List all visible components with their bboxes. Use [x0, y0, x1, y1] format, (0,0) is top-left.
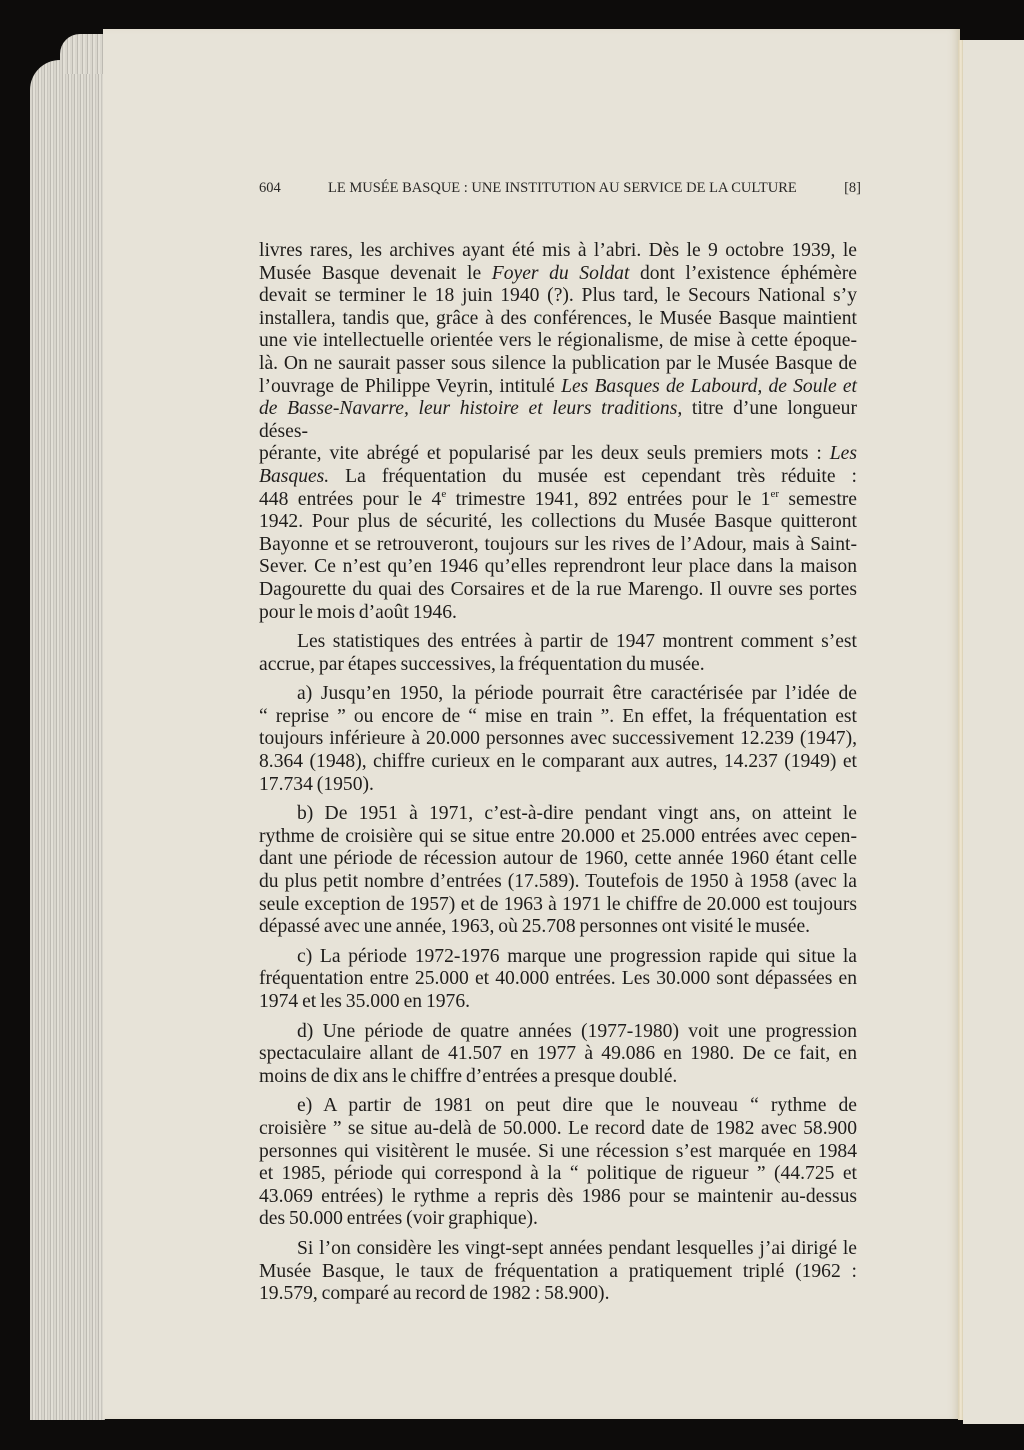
text-segment: 17.734 (1950). — [259, 773, 374, 795]
text-segment: Sever. Ce n’est qu’en 1946 qu’elles reprendront leur place dans la maison — [259, 556, 857, 578]
text-segment: Si l’on considère les vingt-sept années pendant lesquelles j’ai dirigé le — [297, 1237, 857, 1259]
text-line — [259, 398, 857, 443]
text-segment: d) Une période de quatre années (1977-1980) voit une progression — [297, 1020, 857, 1042]
text-line — [259, 308, 857, 331]
text-line — [259, 556, 857, 579]
text-line — [259, 443, 857, 466]
paragraph — [259, 946, 857, 1014]
text-segment: semestre — [779, 488, 857, 510]
text-segment: a) Jusqu’en 1950, la période pourrait être caractérisée par l’idée de — [297, 683, 857, 705]
text-segment: 43.069 entrées) le rythme a repris dès 1986 pour se maintenir au-dessus — [259, 1185, 857, 1207]
text-segment: dant une période de récession autour de 1960, cette année 1960 étant celle — [259, 848, 857, 870]
text-segment: La fréquentation du musée est cependant très réduite : — [329, 465, 857, 487]
text-line — [259, 1283, 857, 1306]
text-line — [259, 1021, 857, 1044]
text-line — [259, 263, 857, 286]
text-line — [259, 1095, 857, 1118]
page-edges-stack — [30, 60, 105, 1420]
text-segment: accrue, par étapes successives, la fréquentation du musée. — [259, 653, 705, 675]
text-line — [259, 1238, 857, 1261]
text-segment: une vie intellectuelle orientée vers le régionalisme, de mise à cette époque- — [259, 330, 857, 352]
text-line — [259, 489, 857, 512]
text-segment: pérante, vite abrégé et popularisé par les deux seuls premiers mots : — [259, 443, 830, 465]
paragraph — [259, 683, 857, 796]
text-line — [259, 1163, 857, 1186]
text-line — [259, 968, 857, 991]
text-segment: c) La période 1972-1976 marque une progression rapide qui situe la — [297, 945, 857, 967]
text-line — [259, 894, 857, 917]
text-segment: Les statistiques des entrées à partir de 1947 montrent comment s’est — [297, 631, 857, 653]
text-segment: seule exception de 1957) et de 1963 à 1971 le chiffre de 20.000 est toujours — [259, 893, 857, 915]
text-segment: croisière ” se situe au-delà de 50.000. Le record date de 1982 avec 58.900 — [259, 1117, 857, 1139]
text-segment: dont l’existence éphémère — [629, 262, 857, 284]
text-segment: installera, tandis que, grâce à des conférences, le Musée Basque maintient — [259, 307, 857, 329]
text-segment: 1974 et les 35.000 en 1976. — [259, 991, 471, 1012]
paragraph — [259, 1021, 857, 1089]
text-line — [259, 728, 857, 751]
text-line — [259, 330, 857, 353]
text-segment: Musée Basque devenait le — [259, 262, 492, 284]
text-line — [259, 1118, 857, 1141]
text-segment: du plus petit nombre d’entrées (17.589). Toutefois de 1950 à 1958 (avec la — [259, 871, 857, 893]
text-line — [259, 946, 857, 969]
superscript: e — [441, 487, 447, 500]
italic-text: Foyer du Soldat — [491, 262, 630, 284]
text-segment: spectaculaire allant de 41.507 en 1977 à 49.086 en 1980. De ce fait, en — [259, 1043, 857, 1065]
text-line — [259, 916, 857, 939]
superscript: er — [770, 487, 780, 500]
text-line — [259, 1186, 857, 1209]
italic-text: Les Basques de Labourd, de Soule et — [561, 375, 857, 397]
text-segment: Dagourette du quai des Corsaires et de la rue Marengo. Il ouvre ses portes — [259, 578, 857, 600]
text-segment: et 1985, période qui correspond à la “ politique de rigueur ” (44.725 et — [259, 1163, 857, 1185]
text-line — [259, 774, 857, 797]
text-line — [259, 1261, 857, 1284]
text-segment: l’ouvrage de Philippe Veyrin, intitulé — [259, 375, 562, 397]
text-line — [259, 871, 857, 894]
text-line — [259, 1043, 857, 1066]
text-line — [259, 376, 857, 399]
text-line — [259, 1208, 857, 1231]
page-edges-top — [60, 34, 105, 74]
italic-text: Basques. — [259, 465, 330, 487]
text-segment: b) De 1951 à 1971, c’est-à-dire pendant vingt ans, on atteint le — [297, 803, 857, 825]
paragraph — [259, 631, 857, 676]
text-line — [259, 511, 857, 534]
text-segment: livres rares, les archives ayant été mis à l’abri. Dès le 9 octobre 1939, le — [259, 240, 857, 261]
facing-page-edge — [963, 40, 1024, 1424]
section-number: [8] — [844, 180, 861, 196]
running-title: LE MUSÉE BASQUE : UNE INSTITUTION AU SERVICE DE LA CULTURE — [328, 180, 797, 196]
text-segment: rythme de croisière qui se situe entre 20.000 et 25.000 entrées avec cepen- — [259, 825, 857, 847]
text-segment: 8.364 (1948), chiffre curieux en le comparant aux autres, 14.237 (1949) et — [259, 751, 857, 773]
text-line — [259, 353, 857, 376]
text-segment: là. On ne saurait passer sous silence la publication par le Musée Basque de — [259, 352, 857, 374]
text-line — [259, 631, 857, 654]
paragraph — [259, 803, 857, 939]
running-header — [259, 180, 861, 197]
text-segment: des 50.000 entrées (voir graphique). — [259, 1208, 538, 1230]
text-segment: titre d’une longueur déses- — [259, 398, 857, 442]
text-line — [259, 751, 857, 774]
page-number: 604 — [259, 180, 281, 196]
text-segment: Musée Basque, le taux de fréquentation a pratiquement triplé (1962 : — [259, 1260, 857, 1282]
text-segment: “ reprise ” ou encore de “ mise en train ”. En effet, la fréquentation est — [259, 705, 857, 727]
text-segment: 1942. Pour plus de sécurité, les collections du Musée Basque quitteront — [259, 511, 857, 533]
text-line — [259, 1141, 857, 1164]
text-segment: toujours inférieure à 20.000 personnes avec successivement 12.239 (1947), — [259, 728, 857, 750]
text-line — [259, 240, 857, 263]
text-segment: 448 entrées pour le 4 — [259, 488, 442, 510]
text-line — [259, 706, 857, 729]
text-segment: fréquentation entre 25.000 et 40.000 entrées. Les 30.000 sont dépassées en — [259, 968, 857, 990]
paragraph — [259, 240, 857, 624]
text-line — [259, 579, 857, 602]
italic-text: Les — [829, 443, 857, 465]
text-segment: moins de dix ans le chiffre d’entrées a presque doublé. — [259, 1065, 678, 1087]
text-line — [259, 1066, 857, 1089]
text-segment: trimestre 1941, 892 entrées pour le 1 — [446, 488, 771, 510]
text-segment: pour le mois d’août 1946. — [259, 601, 457, 623]
text-line — [259, 285, 857, 308]
text-line — [259, 602, 857, 625]
text-segment: 19.579, comparé au record de 1982 : 58.900). — [259, 1283, 610, 1305]
body-text — [259, 240, 857, 1313]
text-line — [259, 991, 857, 1014]
text-segment: devait se terminer le 18 juin 1940 (?). Plus tard, le Secours National s’y — [259, 285, 857, 307]
text-line — [259, 534, 857, 557]
paragraph — [259, 1238, 857, 1306]
text-line — [259, 654, 857, 677]
text-segment: Bayonne et se retrouveront, toujours sur les rives de l’Adour, mais à Saint- — [259, 533, 857, 555]
text-line — [259, 848, 857, 871]
paragraph — [259, 1095, 857, 1231]
text-line — [259, 466, 857, 489]
text-segment: dépassé avec une année, 1963, où 25.708 personnes ont visité le musée. — [259, 916, 811, 938]
italic-text: de Basse-Navarre, leur histoire et leurs traditions, — [259, 398, 683, 420]
text-line — [259, 683, 857, 706]
text-segment: personnes qui visitèrent le musée. Si une récession s’est marquée en 1984 — [259, 1140, 857, 1162]
text-line — [259, 803, 857, 826]
text-line — [259, 826, 857, 849]
text-segment: e) A partir de 1981 on peut dire que le nouveau “ rythme de — [297, 1095, 857, 1117]
